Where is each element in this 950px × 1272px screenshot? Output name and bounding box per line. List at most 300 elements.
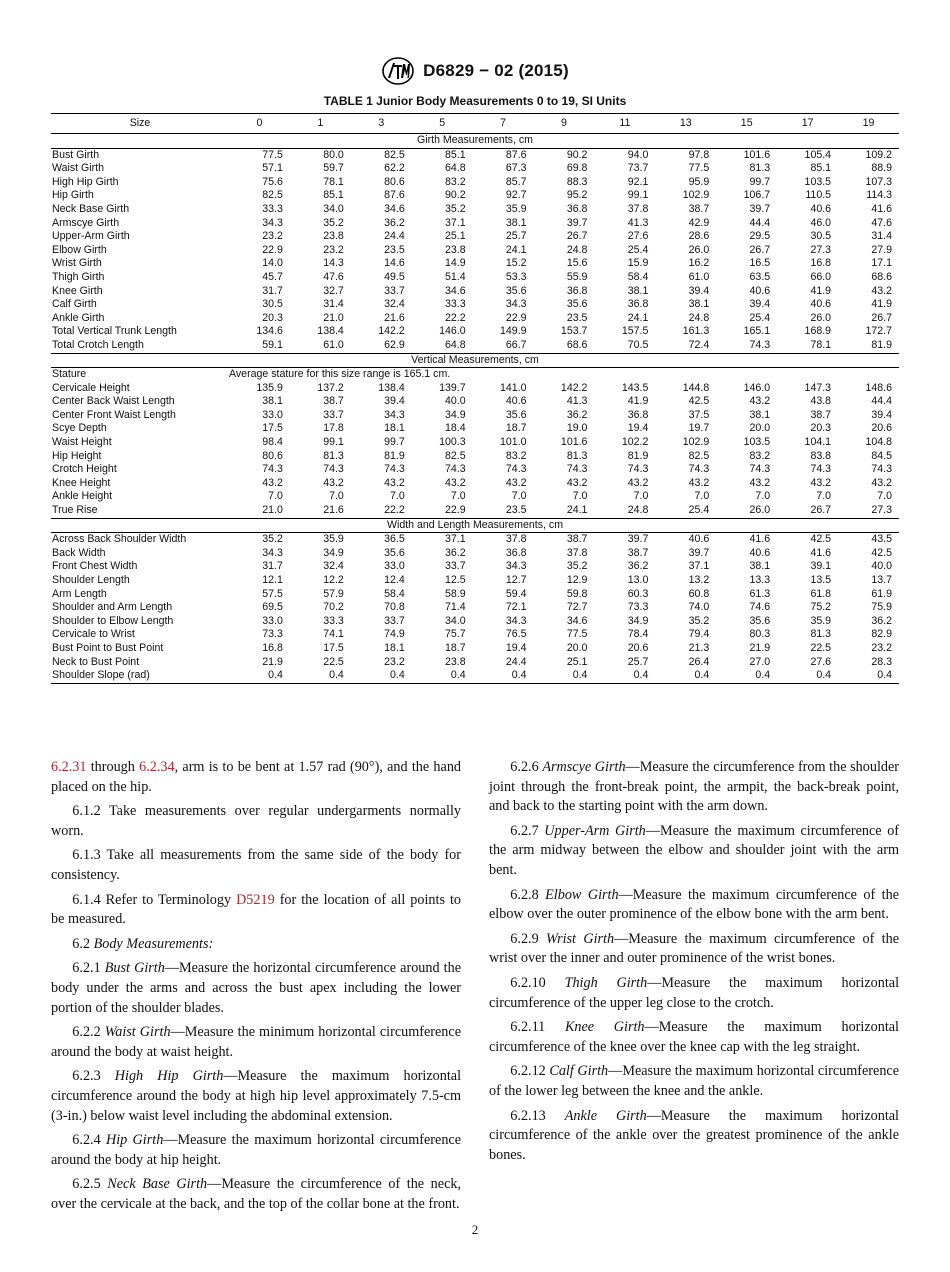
table-cell: 43.2 (627, 476, 649, 489)
row-label: Front Chest Width (52, 560, 138, 573)
table-cell: 20.3 (262, 311, 283, 324)
paragraph-6-2-9 (489, 930, 899, 969)
table-cell: 23.5 (505, 504, 527, 517)
table-cell: 80.0 (323, 148, 344, 161)
row-label: Back Width (52, 546, 106, 559)
table-row (51, 601, 899, 615)
size-column-header: 13 (655, 114, 716, 134)
table-cell: 22.2 (445, 311, 466, 324)
table-cell: 25.1 (445, 230, 466, 243)
table-cell: 38.7 (810, 408, 832, 421)
paragraph-6-2-7 (489, 822, 899, 881)
table-cell: 153.7 (560, 325, 588, 338)
paragraph-6-2-12 (489, 1062, 899, 1101)
row-label: Center Back Waist Length (52, 395, 175, 408)
table-cell: 59.4 (505, 587, 527, 600)
table-cell: 61.3 (749, 587, 771, 600)
table-cell: 17.1 (871, 257, 892, 270)
table-cell: 18.7 (445, 641, 466, 654)
table-row (51, 615, 899, 629)
table-cell: 15.6 (566, 257, 588, 270)
table-cell: 46.0 (810, 216, 832, 229)
table-cell: 12.2 (323, 574, 344, 586)
table-cell: 70.5 (627, 338, 649, 351)
table-cell: 42.5 (871, 546, 892, 559)
table-cell: 83.8 (810, 449, 832, 462)
paragraph-6-2-13 (489, 1107, 899, 1166)
table-row (51, 547, 899, 561)
row-label: Waist Girth (52, 162, 104, 175)
table-cell: 74.3 (627, 463, 649, 476)
section-title: Vertical Measurements, cm (51, 353, 899, 368)
size-column-header: 17 (777, 114, 838, 134)
size-column-header: 7 (473, 114, 534, 134)
table-cell: 22.9 (262, 243, 283, 256)
stature-note: Average stature for this size range is 165.1 cm. (229, 368, 451, 381)
table-row (51, 504, 899, 518)
table-cell: 79.4 (688, 628, 710, 641)
table-cell: 26.7 (810, 504, 832, 517)
table-cell: 55.9 (566, 270, 588, 283)
table-cell: 35.9 (505, 202, 527, 215)
table-cell: 34.9 (627, 614, 649, 627)
table-cell: 58.9 (445, 587, 466, 600)
table-cell: 32.4 (384, 298, 405, 311)
table-cell: 43.2 (810, 476, 832, 489)
table-cell: 66.0 (810, 270, 832, 283)
table-cell: 105.4 (804, 148, 832, 161)
table-cell: 49.5 (384, 270, 405, 283)
table-cell: 38.7 (323, 395, 344, 408)
table-cell: 36.8 (627, 298, 649, 311)
table-cell: 72.4 (688, 338, 710, 351)
table-cell: 21.9 (749, 641, 771, 654)
table-row (51, 477, 899, 491)
table-cell: 40.6 (810, 202, 832, 215)
table-cell: 22.5 (323, 655, 344, 668)
table-cell: 18.4 (445, 422, 466, 435)
table-row (51, 533, 899, 547)
size-column-header: 9 (534, 114, 595, 134)
table-cell: 12.9 (566, 574, 588, 586)
table-cell: 36.8 (566, 202, 588, 215)
table-cell: 39.7 (688, 546, 710, 559)
table-cell: 32.4 (323, 560, 344, 573)
row-label: Shoulder to Elbow Length (52, 614, 174, 627)
astm-logo-icon (381, 56, 415, 86)
table-cell: 22.9 (505, 311, 527, 324)
table-cell: 37.1 (688, 560, 710, 573)
table-cell: 90.2 (445, 189, 466, 202)
section-number: 6.2.13 (510, 1107, 565, 1124)
table-cell: 39.7 (627, 533, 649, 546)
table-cell: 26.7 (871, 311, 892, 324)
table-cell: 39.4 (384, 395, 405, 408)
table-cell: 24.8 (566, 243, 588, 256)
table-cell: 7.0 (389, 490, 405, 503)
table-row (51, 490, 899, 504)
table-cell: 74.3 (871, 463, 892, 476)
table-cell: 95.9 (688, 175, 710, 188)
section-text: —Measure the maximum horizontal circumference of the ankle over the greatest prominence of the ankle bones. (489, 1107, 899, 1163)
row-label: Stature (52, 368, 87, 381)
section-number: 6.2.10 (510, 974, 565, 991)
section-term: Neck Base Girth (107, 1176, 208, 1193)
table-cell: 35.2 (323, 216, 344, 229)
paragraph-6-2-4 (51, 1131, 461, 1170)
table-cell: 40.0 (445, 395, 466, 408)
table-cell: 34.3 (505, 298, 527, 311)
table-cell: 36.8 (505, 546, 527, 559)
section-title: Width and Length Measurements, cm (51, 518, 899, 533)
table-cell: 27.3 (871, 504, 892, 517)
table-row (51, 203, 899, 217)
table-cell: 101.6 (743, 148, 771, 161)
row-label: Bust Point to Bust Point (52, 641, 164, 654)
row-label: Neck Base Girth (52, 202, 130, 215)
table-cell: 0.4 (351, 669, 412, 683)
table-cell: 27.9 (871, 243, 892, 256)
row-label: True Rise (52, 504, 98, 517)
table-cell: 77.5 (688, 162, 710, 175)
table-cell: 24.1 (566, 504, 588, 517)
table-cell: 21.0 (262, 504, 283, 517)
table-cell: 25.4 (749, 311, 771, 324)
text-span: 6.1.4 Refer to Terminology (72, 891, 237, 908)
table-cell: 37.8 (627, 202, 649, 215)
table-cell: 0.4 (229, 669, 290, 683)
right-text-column (489, 758, 899, 1170)
table-cell: 35.9 (323, 533, 344, 546)
table-cell: 18.7 (505, 422, 527, 435)
table-cell: 38.7 (566, 533, 588, 546)
table-cell: 157.5 (621, 325, 649, 338)
table-cell: 59.1 (262, 338, 283, 351)
table-cell: 73.3 (627, 601, 649, 614)
table-cell: 85.1 (810, 162, 832, 175)
row-label: Crotch Height (52, 463, 117, 476)
table-cell: 43.8 (810, 395, 832, 408)
table-cell: 24.1 (627, 311, 649, 324)
table-cell: 38.1 (262, 395, 283, 408)
table-row (51, 382, 899, 396)
section-number: 6.2.7 (510, 822, 545, 839)
table-cell: 33.7 (445, 560, 466, 573)
table-cell: 0.4 (838, 669, 899, 683)
section-text: —Measure the minimum horizontal circumference around the body at waist height. (51, 1024, 461, 1060)
table-cell: 72.7 (566, 601, 588, 614)
section-text: —Measure the maximum circumference of the arm midway between the elbow and shoulder joint with the arm bent. (489, 822, 900, 878)
table-cell: 17.8 (323, 422, 344, 435)
table-cell: 15.2 (505, 257, 527, 270)
table-cell: 26.7 (749, 243, 771, 256)
table-cell: 13.5 (810, 574, 832, 586)
table-row (51, 312, 899, 326)
table-cell: 7.0 (755, 490, 771, 503)
table-cell: 74.3 (810, 463, 832, 476)
row-label: Center Front Waist Length (52, 408, 176, 421)
section-number: 6.2.11 (510, 1019, 565, 1036)
section-link[interactable]: 6.2.31 (51, 759, 87, 775)
table-cell: 33.0 (262, 408, 283, 421)
table-cell: 34.3 (505, 614, 527, 627)
table-cell: 28.6 (688, 230, 710, 243)
row-label: Scye Depth (52, 422, 107, 435)
size-column-header: 19 (838, 114, 899, 134)
table-cell: 39.4 (688, 284, 710, 297)
table-cell: 77.5 (262, 148, 283, 161)
table-cell: 31.4 (323, 298, 344, 311)
table-row (51, 189, 899, 203)
table-cell: 78.4 (627, 628, 649, 641)
table-cell: 41.6 (749, 533, 771, 546)
table-cell: 66.7 (505, 338, 527, 351)
table-cell: 35.6 (749, 614, 771, 627)
section-number: 6.2.8 (510, 886, 546, 903)
table-cell: 90.2 (566, 148, 588, 161)
table-cell: 39.4 (871, 408, 892, 421)
table-cell: 41.9 (871, 298, 892, 311)
table-cell: 12.1 (262, 574, 283, 586)
row-label: Knee Height (52, 476, 111, 489)
section-term: Hip Girth (105, 1132, 164, 1149)
table-cell: 82.9 (871, 628, 892, 641)
table-cell: 74.0 (688, 601, 710, 614)
table-cell: 82.5 (384, 148, 405, 161)
table-cell: 34.3 (384, 408, 405, 421)
table-cell: 7.0 (268, 490, 283, 503)
table-cell: 104.8 (865, 436, 892, 449)
table-cell: 21.6 (323, 504, 344, 517)
table-cell: 36.8 (566, 284, 588, 297)
table-cell: 0.4 (290, 669, 351, 683)
table-cell: 29.5 (749, 230, 771, 243)
table-cell: 36.2 (384, 216, 405, 229)
table-cell: 16.8 (810, 257, 832, 270)
table-cell: 39.7 (749, 202, 771, 215)
table-cell: 61.8 (810, 587, 832, 600)
table-cell: 135.9 (256, 381, 283, 394)
table-cell: 75.9 (871, 601, 892, 614)
table-cell: 28.3 (871, 655, 892, 668)
table-cell: 12.7 (505, 574, 527, 586)
table-cell: 44.4 (871, 395, 892, 408)
table-cell: 21.6 (384, 311, 405, 324)
table-cell: 37.8 (566, 546, 588, 559)
table-cell: 39.7 (566, 216, 588, 229)
table-cell: 43.2 (566, 476, 588, 489)
table-header-row (51, 114, 899, 134)
table-cell: 60.3 (627, 587, 649, 600)
table-cell: 68.6 (871, 270, 892, 283)
table-cell: 107.3 (865, 175, 892, 188)
table-cell: 161.3 (682, 325, 710, 338)
table-row (51, 298, 899, 312)
section-link[interactable]: 6.2.34 (139, 759, 175, 775)
table-row (51, 244, 899, 258)
table-cell: 7.0 (572, 490, 588, 503)
table-cell: 64.8 (445, 162, 466, 175)
section-number: 6.2.4 (72, 1132, 106, 1149)
table-cell: 25.4 (627, 243, 649, 256)
table-cell: 61.0 (323, 338, 344, 351)
table-row (51, 285, 899, 299)
table-cell: 23.2 (871, 641, 892, 654)
section-term: Ankle Girth (564, 1107, 647, 1124)
row-label: Cervicale Height (52, 381, 130, 394)
text-span: , arm is to be bent at 1.57 rad (90°), and the hand placed on the hip. (51, 759, 462, 795)
table-cell: 57.1 (262, 162, 283, 175)
table-cell: 31.4 (871, 230, 892, 243)
paragraph-continuation (51, 758, 461, 797)
table-cell: 13.0 (627, 574, 649, 586)
table-cell: 74.9 (384, 628, 405, 641)
size-header: Size (51, 114, 229, 134)
table-cell: 38.1 (749, 408, 771, 421)
section-text: —Measure the maximum horizontal circumference around the body at high hip level approximately 7.5-cm (3-in.) below waist level including the abdominal extension. (51, 1068, 462, 1124)
table-cell: 19.4 (627, 422, 649, 435)
section-text: —Measure the circumference from the shoulder joint through the front-break point, the armpit, the back-break point, and back to the starting point with the arm down. (489, 759, 899, 815)
table-cell: 53.3 (505, 270, 527, 283)
table-cell: 21.9 (262, 655, 283, 668)
table-row (51, 176, 899, 190)
table-cell: 35.6 (505, 284, 527, 297)
section-term: Body Measurements: (93, 935, 214, 952)
table-cell: 63.5 (749, 270, 771, 283)
table-cell: 24.8 (627, 504, 649, 517)
table-cell: 24.4 (505, 655, 527, 668)
table-row (51, 422, 899, 436)
table-cell: 7.0 (816, 490, 832, 503)
table-cell: 35.2 (566, 560, 588, 573)
paragraph-6-2-11 (489, 1018, 899, 1057)
table-cell: 27.0 (749, 655, 771, 668)
row-label: High Hip Girth (52, 175, 119, 188)
table-cell: 7.0 (329, 490, 344, 503)
row-label: Armscye Girth (52, 216, 120, 229)
table-cell: 23.8 (323, 230, 344, 243)
row-label: Ankle Height (52, 490, 113, 503)
size-column-header: 5 (412, 114, 473, 134)
section-text: —Measure the maximum horizontal circumference of the knee over the knee cap with the leg straight. (489, 1019, 900, 1055)
table-cell: 81.9 (627, 449, 649, 462)
table-cell: 26.4 (688, 655, 710, 668)
table-cell: 85.7 (505, 175, 527, 188)
table-cell: 81.3 (323, 449, 344, 462)
table-cell: 14.3 (323, 257, 344, 270)
table-cell: 80.6 (262, 449, 283, 462)
table-cell: 20.6 (871, 422, 892, 435)
table-cell: 44.4 (749, 216, 771, 229)
table-cell: 109.2 (865, 148, 892, 161)
table-cell: 82.5 (445, 449, 466, 462)
table-cell: 35.6 (566, 298, 588, 311)
table-cell: 134.6 (256, 325, 283, 338)
table-cell: 71.4 (445, 601, 466, 614)
table-cell: 39.1 (810, 560, 832, 573)
row-label: Hip Height (52, 449, 102, 462)
table-cell: 41.9 (810, 284, 832, 297)
section-title: Girth Measurements, cm (51, 134, 899, 149)
paragraph-6-1-3: 6.1.3 Take all measurements from the same side of the body for consistency. (51, 847, 461, 883)
table-cell: 83.2 (505, 449, 527, 462)
table-cell: 62.9 (384, 338, 405, 351)
table-cell: 23.5 (566, 311, 588, 324)
table-cell: 148.6 (865, 381, 892, 394)
table-cell: 38.1 (749, 560, 771, 573)
table-cell: 35.2 (262, 533, 283, 546)
table-cell: 74.3 (749, 338, 771, 351)
table-cell: 59.7 (323, 162, 344, 175)
table-cell: 38.1 (505, 216, 527, 229)
paragraph-6-2 (51, 935, 461, 955)
table-cell: 43.5 (871, 533, 892, 546)
table-cell: 70.2 (323, 601, 344, 614)
table-cell: 57.9 (323, 587, 344, 600)
table-cell: 74.3 (262, 463, 283, 476)
table-cell: 18.1 (384, 641, 405, 654)
size-column-header: 15 (716, 114, 777, 134)
table-cell: 34.9 (323, 546, 344, 559)
row-label: Cervicale to Wrist (52, 628, 135, 641)
table-cell: 94.0 (627, 148, 649, 161)
table-cell: 43.2 (262, 476, 283, 489)
table-cell: 40.6 (749, 546, 771, 559)
table-cell: 83.2 (749, 449, 771, 462)
table-cell: 19.7 (688, 422, 710, 435)
section-header-row (51, 353, 899, 368)
section-term: Elbow Girth (545, 886, 619, 903)
table-cell: 99.7 (384, 436, 405, 449)
table-cell: 33.3 (262, 202, 283, 215)
row-label: Neck to Bust Point (52, 655, 140, 668)
table-cell: 64.8 (445, 338, 466, 351)
table-cell: 33.3 (323, 614, 344, 627)
table-cell: 31.7 (262, 284, 283, 297)
row-label: Across Back Shoulder Width (52, 533, 187, 546)
table-row (51, 325, 899, 339)
row-label: Wrist Girth (52, 257, 102, 270)
table-row (51, 669, 899, 683)
table-cell: 30.5 (810, 230, 832, 243)
table-cell: 81.3 (566, 449, 588, 462)
table-cell: 36.8 (627, 408, 649, 421)
table-cell: 13.7 (871, 574, 892, 586)
table-cell: 41.6 (810, 546, 832, 559)
paragraph-6-2-2 (51, 1023, 461, 1062)
table-cell: 0.4 (777, 669, 838, 683)
table-cell: 33.7 (323, 408, 344, 421)
section-header-row (51, 518, 899, 533)
table-cell: 19.0 (566, 422, 588, 435)
section-header-row (51, 134, 899, 149)
table-cell: 21.3 (688, 641, 710, 654)
table-cell: 15.9 (627, 257, 649, 270)
section-number: 6.2.2 (72, 1024, 105, 1041)
table-row (51, 642, 899, 656)
table-row (51, 148, 899, 162)
table-cell: 72.1 (505, 601, 527, 614)
table-cell: 99.7 (749, 175, 771, 188)
table-cell: 7.0 (633, 490, 649, 503)
table-cell: 103.5 (804, 175, 832, 188)
terminology-link[interactable]: D5219 (236, 891, 275, 908)
table-cell: 142.2 (560, 381, 588, 394)
table-cell: 168.9 (804, 325, 832, 338)
table-cell: 141.0 (500, 381, 527, 394)
table-cell: 70.8 (384, 601, 405, 614)
table-cell: 146.0 (743, 381, 771, 394)
